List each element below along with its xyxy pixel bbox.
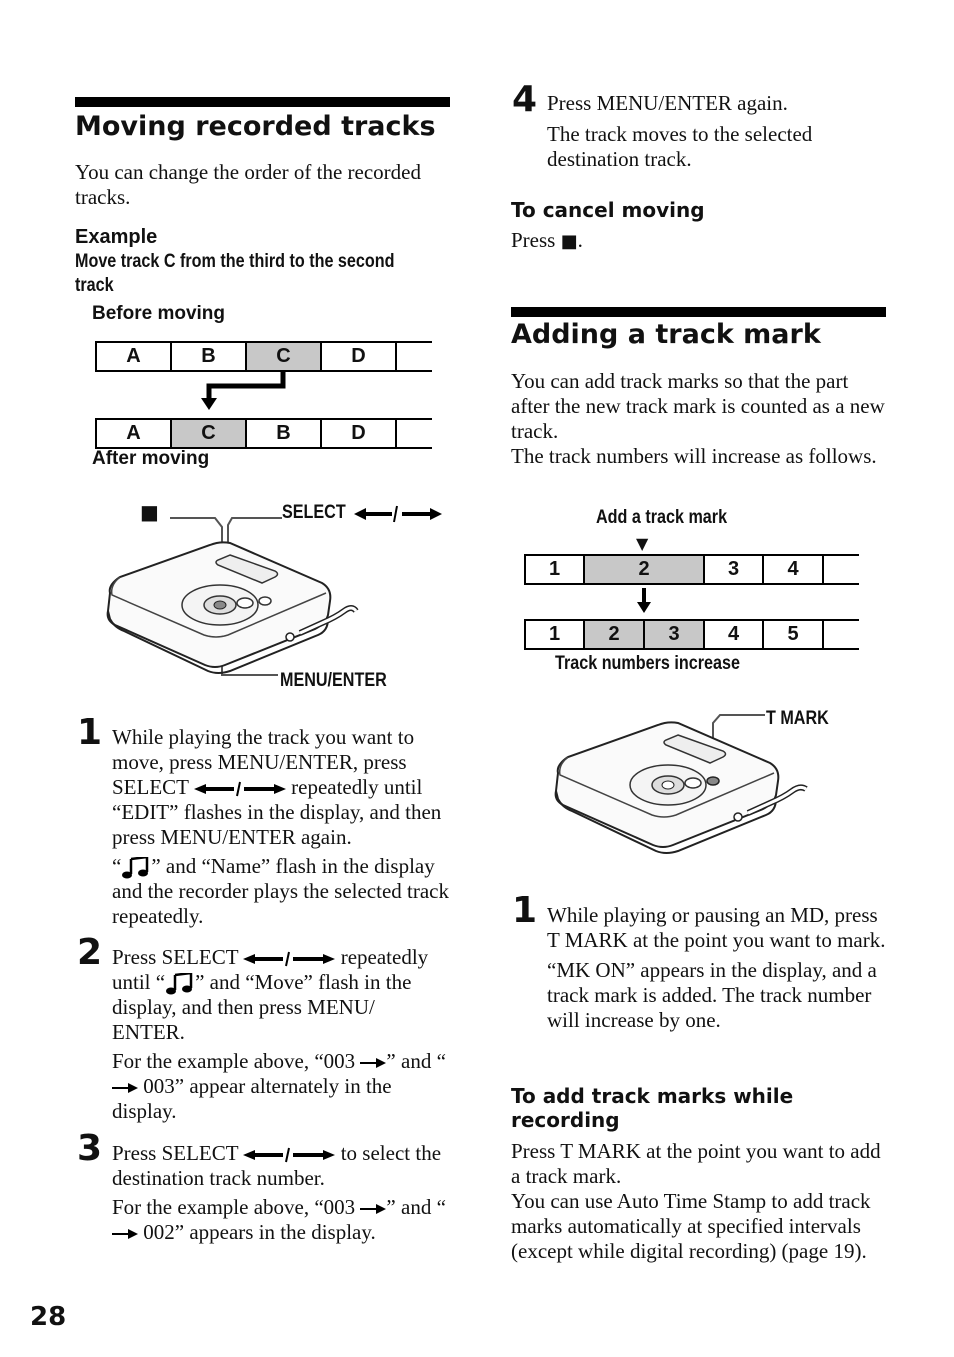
cancel-text-end: . (577, 228, 583, 252)
after-moving-tracks (95, 418, 432, 449)
step-number: 3 (77, 1128, 103, 1169)
step-text: ” and “Move” flash in the display, and then press MENU/ ENTER. (112, 970, 412, 1045)
down-triangle-icon: ▼ (636, 534, 649, 553)
step-2-instruction (112, 945, 452, 1045)
track-cell: 5 (764, 621, 824, 648)
select-arrows-icon (194, 781, 286, 797)
step-4 (547, 91, 887, 172)
example-desc-text: Move track C from the third to the second track (75, 251, 395, 296)
section-rule-right (511, 307, 886, 317)
step-2-note (112, 1049, 452, 1124)
example-label: Example (75, 226, 158, 248)
before-moving-label: Before moving (92, 303, 226, 324)
track-cell: 1 (526, 621, 585, 648)
step-text: “ (112, 854, 122, 878)
step-text: For the example above, “003 (112, 1049, 356, 1074)
step-text: ” and “ (386, 1049, 446, 1074)
tmark-label (766, 708, 829, 730)
step-4-instruction: Press MENU/ENTER again. (547, 91, 788, 115)
step-number: 1 (512, 890, 538, 931)
right-arrow-icon (112, 1228, 138, 1240)
track-mark-intro-2: The track numbers will increase as follows. (511, 444, 877, 468)
right-arrow-icon (112, 1082, 138, 1094)
after-moving-label: After moving (92, 448, 210, 469)
track-cell: D (322, 343, 397, 370)
select-arrows-icon (243, 951, 335, 967)
track-cell-highlight: 3 (645, 621, 705, 648)
track-cell: B (172, 343, 247, 370)
track-cell: A (97, 343, 172, 370)
after-mark-tracks (524, 619, 859, 650)
step-text: to select the destination track number. (112, 1141, 442, 1190)
step-1-note (112, 854, 452, 929)
track-cell-highlight: 2 (585, 621, 645, 648)
track-cell: B (247, 420, 322, 447)
menu-enter-label-text: MENU/ENTER (280, 670, 387, 691)
select-arrows-icon (243, 1147, 335, 1163)
moving-intro-text: You can change the order of the recorded tracks. (75, 160, 421, 209)
track-mark-intro-1: You can add track marks so that the part after the new track mark is counted as a new track. (511, 369, 885, 443)
step-text: 003” appear alternately in the display. (112, 1074, 392, 1124)
right-arrow-icon (360, 1057, 386, 1069)
step-1-right (547, 903, 887, 1033)
step-number: 1 (77, 712, 103, 753)
cancel-text: Press (511, 228, 556, 252)
move-arrow-icon (195, 370, 295, 412)
track-cell-empty (824, 556, 859, 583)
step-3-instruction (112, 1141, 452, 1191)
track-cell-highlight: 2 (585, 556, 705, 583)
step-text: repeatedly until “EDIT” flashes in the display, and then press MENU/ENTER again. (112, 775, 442, 849)
increase-label-text: Track numbers increase (555, 653, 740, 674)
cancel-heading: To cancel moving (511, 198, 705, 222)
step-text: Press SELECT (112, 1141, 239, 1165)
track-cell-empty (824, 621, 859, 648)
step-text: ” and “Name” flash in the display and the recorder plays the selected track repeatedly. (112, 854, 449, 929)
down-arrow-icon (636, 588, 652, 614)
track-cell: 3 (705, 556, 764, 583)
menu-enter-label (280, 670, 387, 692)
track-cell-highlight: C (172, 420, 247, 447)
page-number: 28 (30, 1302, 67, 1332)
track-cell-empty (397, 343, 432, 370)
step-1-mark-note: “MK ON” appears in the display, and a track mark is added. The track number will increase by one. (547, 958, 877, 1032)
track-mark-intro (511, 369, 886, 469)
step-text: While playing the track you want to move, press MENU/ENTER, press SELECT (112, 725, 415, 799)
step-text: ” and “ (386, 1195, 446, 1219)
step-number: 2 (77, 932, 103, 973)
track-cell: 4 (764, 556, 824, 583)
example-desc (75, 250, 432, 298)
step-text: Press SELECT (112, 945, 239, 969)
step-1-mark-instruction: While playing or pausing an MD, press T MARK at the point you want to mark. (547, 903, 886, 952)
right-arrow-icon (360, 1203, 386, 1215)
tmark-label-text: T MARK (766, 708, 829, 729)
track-cell-empty (397, 420, 432, 447)
music-note-icon (121, 857, 151, 879)
section-rule-left (75, 97, 450, 107)
music-note-icon (165, 973, 195, 995)
step-1-left (112, 725, 452, 929)
section-title-track-mark: Adding a track mark (511, 319, 821, 350)
cancel-instruction (511, 228, 583, 254)
increase-label (555, 653, 740, 675)
step-text: For the example above, “003 (112, 1195, 356, 1219)
moving-intro (75, 160, 450, 210)
track-cell: 1 (526, 556, 585, 583)
track-cell: 4 (705, 621, 764, 648)
step-number: 4 (512, 79, 538, 120)
track-cell-highlight: C (247, 343, 322, 370)
recording-text (511, 1139, 886, 1264)
recording-heading-text: To add track marks while recording (511, 1084, 794, 1132)
step-4-note: The track moves to the selected destination track. (547, 122, 813, 171)
step-1-instruction (112, 725, 452, 850)
step-text: 002” appears in the display. (143, 1220, 376, 1244)
minidisc-recorder-illustration (100, 515, 380, 685)
select-label-text: SELECT (282, 502, 346, 523)
before-mark-tracks (524, 554, 859, 585)
recording-heading (511, 1084, 886, 1132)
before-moving-tracks (95, 341, 432, 372)
recording-text-2: You can use Auto Time Stamp to add track marks automatically at specified intervals (except while digital recording) (page 19). (511, 1189, 871, 1263)
stop-icon: ■ (560, 231, 578, 252)
step-text: repeatedly until “ (112, 945, 429, 994)
step-3-note (112, 1195, 452, 1245)
stop-button-symbol: ■ (140, 500, 159, 524)
recording-text-1: Press T MARK at the point you want to add a track mark. (511, 1139, 881, 1188)
add-mark-label (596, 507, 727, 529)
track-cell: D (322, 420, 397, 447)
track-cell: A (97, 420, 172, 447)
section-title-moving: Moving recorded tracks (75, 111, 436, 142)
add-mark-label-text: Add a track mark (596, 507, 728, 528)
step-3-left (112, 1141, 452, 1245)
step-2-left (112, 945, 452, 1124)
